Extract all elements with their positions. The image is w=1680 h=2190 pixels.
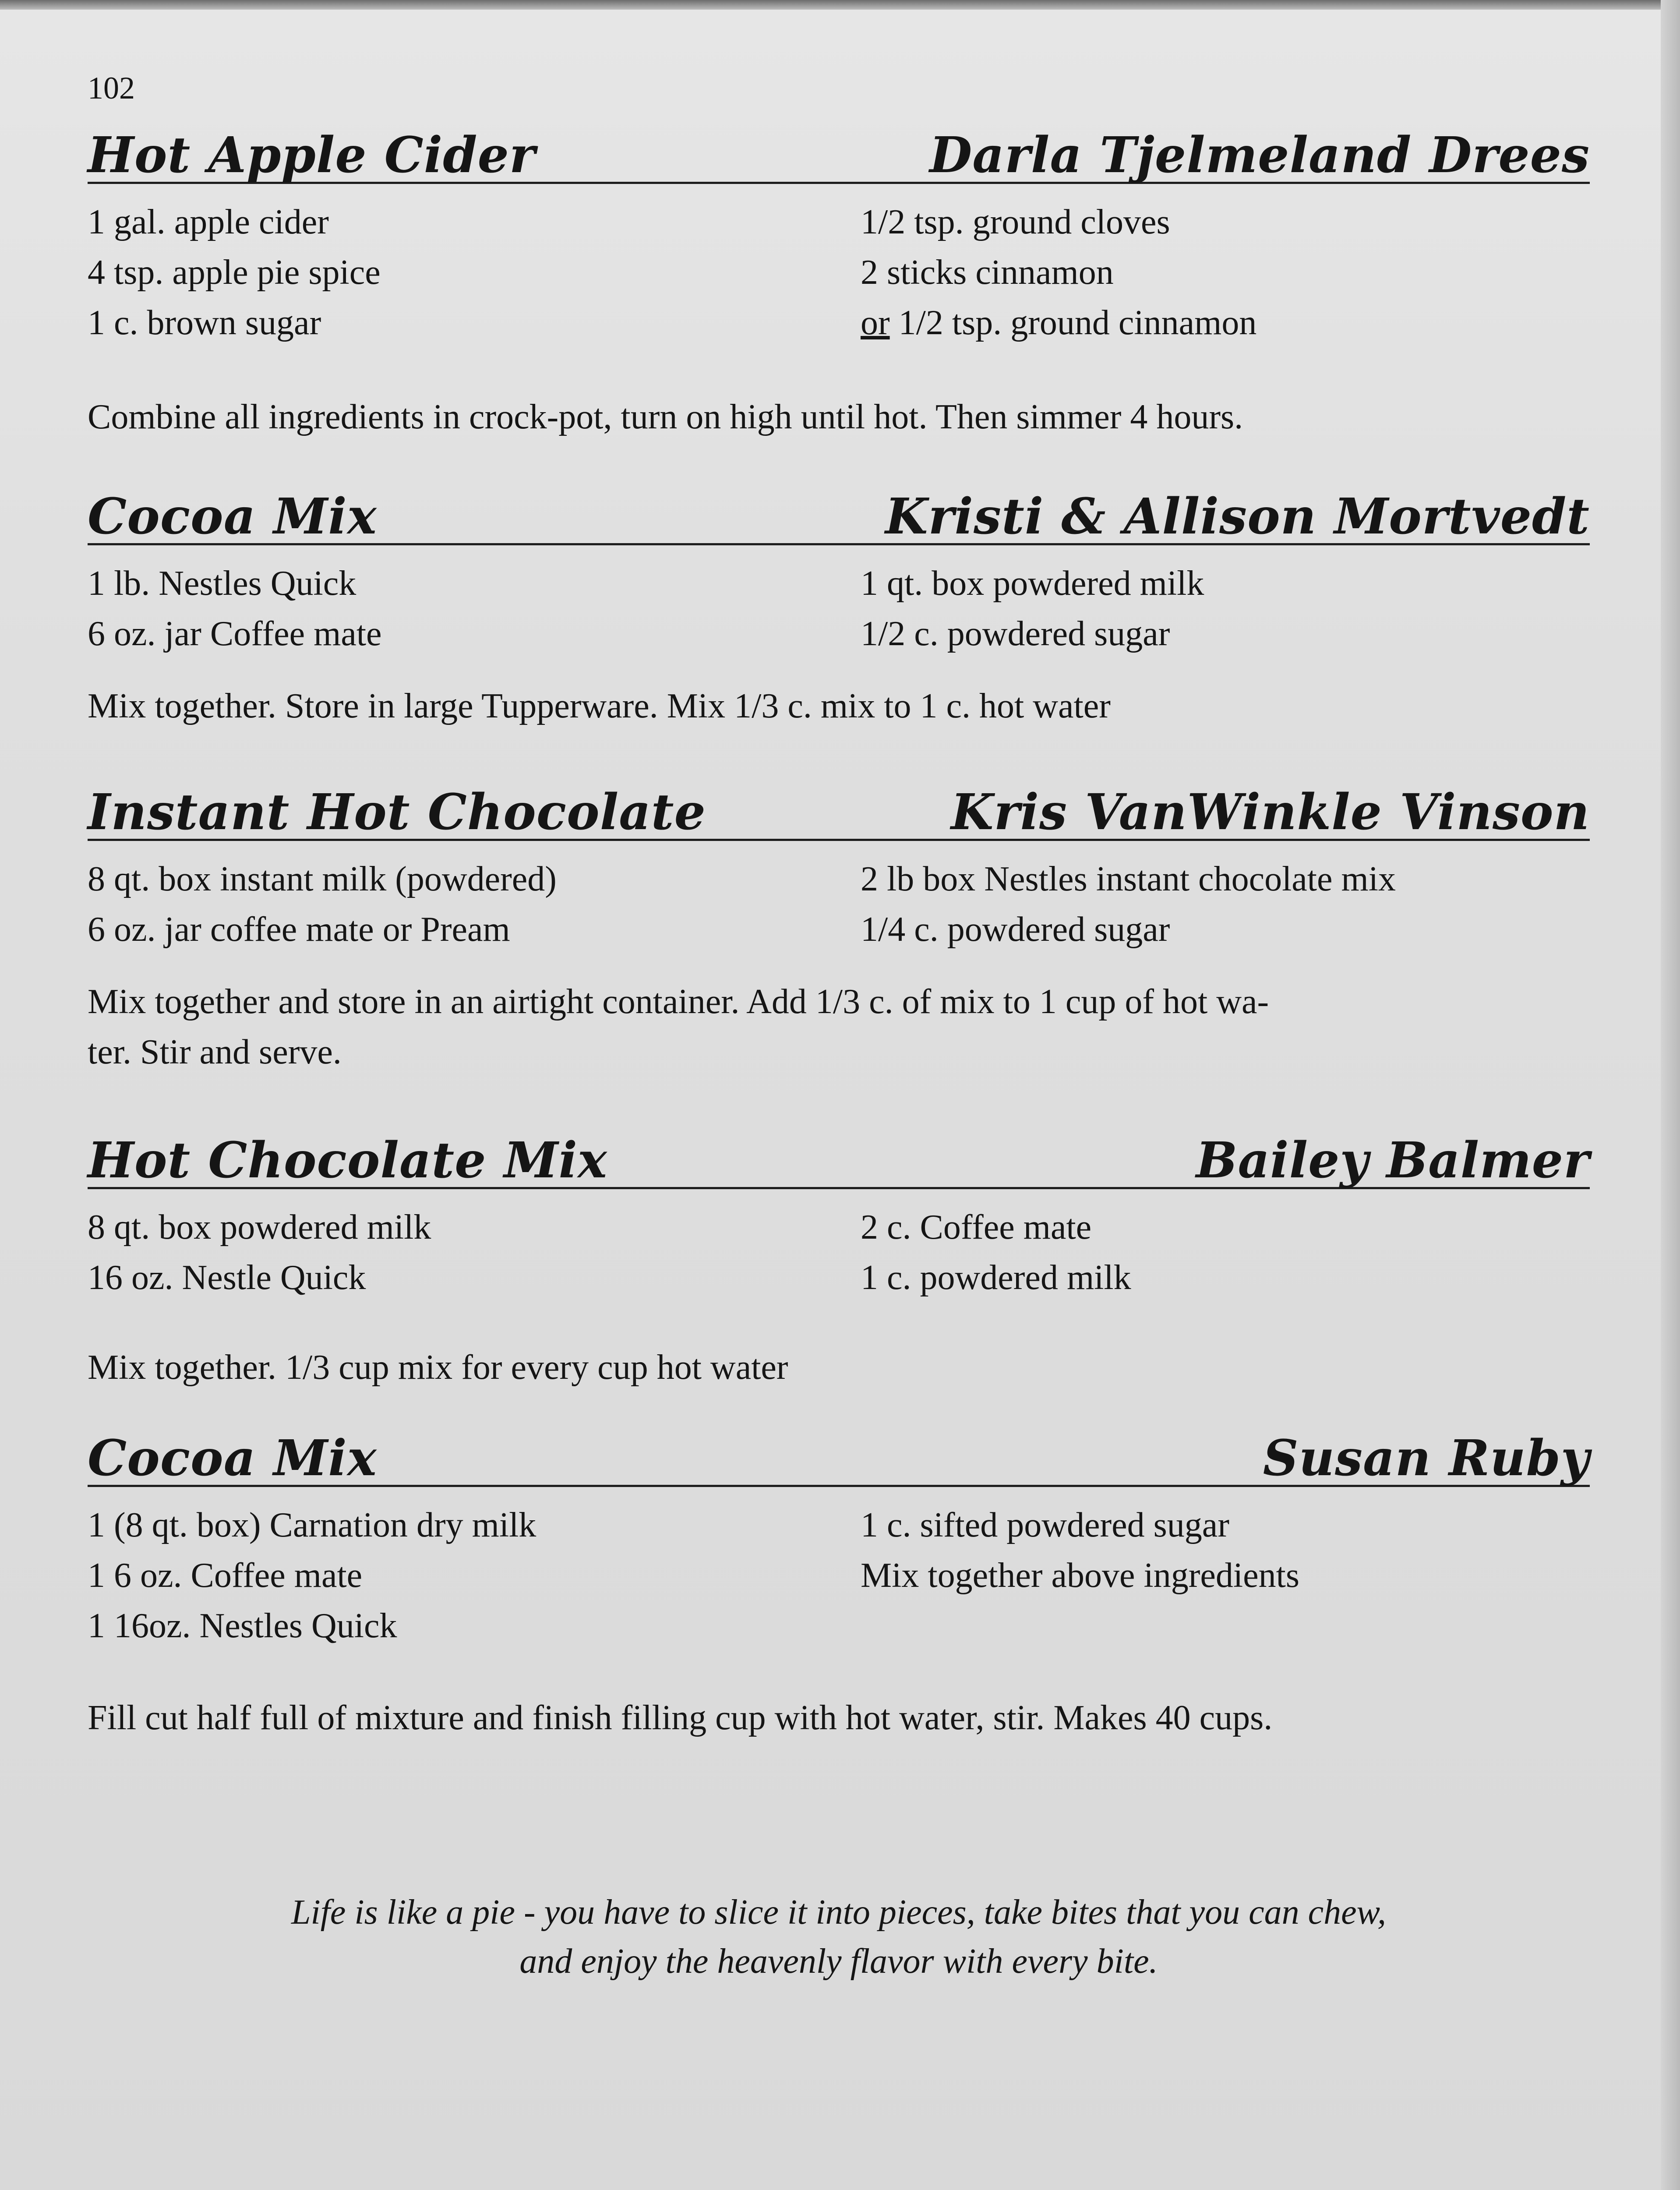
recipe-instructions: Fill cut half full of mixture and finish filling cup with hot water, stir. Makes 40 cups.	[88, 1699, 1273, 1737]
ingredient-item: 4 tsp. apple pie spice	[88, 253, 381, 292]
ingredient-column-right	[861, 854, 1396, 955]
ingredient-item: 1 (8 qt. box) Carnation dry milk	[88, 1506, 536, 1544]
ingredient-item: 6 oz. jar coffee mate or Pream	[88, 910, 510, 949]
recipe-header	[88, 118, 1590, 184]
recipe-author: Kris VanWinkle Vinson	[951, 784, 1590, 841]
recipe-title: Hot Chocolate Mix	[88, 1132, 607, 1189]
ingredient-item: Mix together above ingredients	[861, 1556, 1299, 1595]
ingredient-item: 1 16oz. Nestles Quick	[88, 1607, 397, 1645]
recipe-title: Hot Apple Cider	[88, 127, 536, 184]
ingredient-item: 1 lb. Nestles Quick	[88, 564, 356, 603]
recipe-author: Susan Ruby	[1263, 1430, 1590, 1487]
ingredient-item: 8 qt. box instant milk (powdered)	[88, 860, 557, 898]
ingredient-item: 1 6 oz. Coffee mate	[88, 1556, 363, 1595]
ingredient-column-left	[88, 1202, 431, 1303]
ingredient-item: 2 lb box Nestles instant chocolate mix	[861, 860, 1396, 898]
alternative-text: 1/2 tsp. ground cinnamon	[889, 304, 1257, 342]
recipe-author: Kristi & Allison Mortvedt	[885, 488, 1590, 545]
ingredient-column-left	[88, 558, 382, 659]
ingredient-item: 1 qt. box powdered milk	[861, 564, 1204, 603]
ingredient-item: 1 c. brown sugar	[88, 304, 321, 342]
quote-line: and enjoy the heavenly flavor with every bite.	[519, 1942, 1158, 1981]
ingredient-item: 6 oz. jar Coffee mate	[88, 615, 382, 653]
page-top-edge	[0, 0, 1680, 10]
ingredient-item: 1/2 c. powdered sugar	[861, 615, 1170, 653]
recipe-title: Cocoa Mix	[88, 1430, 377, 1487]
or-label: or	[861, 304, 890, 342]
ingredient-column-right	[861, 197, 1256, 348]
recipe-cocoa-mix-ruby	[88, 1421, 1590, 1780]
recipe-instructions	[88, 977, 1603, 1077]
quote-line: Life is like a pie - you have to slice it into pieces, take bites that you can chew,	[291, 1893, 1387, 1932]
ingredient-column-right	[861, 1202, 1131, 1303]
recipe-header	[88, 1421, 1590, 1487]
recipe-header	[88, 1123, 1590, 1189]
recipe-header	[88, 775, 1590, 841]
recipe-title: Cocoa Mix	[88, 488, 377, 545]
ingredient-item: 1 c. sifted powdered sugar	[861, 1506, 1229, 1544]
ingredient-item: 1/4 c. powdered sugar	[861, 910, 1170, 949]
ingredient-column-left	[88, 197, 381, 348]
closing-quote	[88, 1888, 1590, 1986]
recipe-instructions: Mix together. Store in large Tupperware. Mix 1/3 c. mix to 1 c. hot water	[88, 687, 1111, 725]
recipe-hot-chocolate-mix	[88, 1123, 1590, 1404]
recipe-author: Darla Tjelmeland Drees	[929, 127, 1590, 184]
ingredient-item: 2 c. Coffee mate	[861, 1208, 1092, 1247]
ingredient-item: 1 c. powdered milk	[861, 1258, 1131, 1297]
recipe-instant-hot-chocolate	[88, 775, 1590, 1117]
ingredient-column-left	[88, 854, 557, 955]
recipe-hot-apple-cider	[88, 118, 1590, 451]
recipe-header	[88, 480, 1590, 545]
ingredient-column-left	[88, 1500, 536, 1651]
recipe-author: Bailey Balmer	[1196, 1132, 1590, 1189]
ingredient-item-alternative	[861, 298, 1256, 348]
instruction-line: Mix together and store in an airtight container. Add 1/3 c. of mix to 1 cup of hot wa-	[88, 982, 1269, 1021]
recipe-cocoa-mix-mortvedt	[88, 480, 1590, 751]
ingredient-item: 1/2 tsp. ground cloves	[861, 203, 1170, 241]
ingredient-item: 16 oz. Nestle Quick	[88, 1258, 366, 1297]
recipe-instructions: Combine all ingredients in crock-pot, turn on high until hot. Then simmer 4 hours.	[88, 398, 1243, 436]
ingredient-column-right	[861, 1500, 1299, 1601]
recipe-title: Instant Hot Chocolate	[88, 784, 706, 841]
recipe-instructions: Mix together. 1/3 cup mix for every cup hot water	[88, 1348, 788, 1387]
ingredient-item: 1 gal. apple cider	[88, 203, 329, 241]
instruction-line: ter. Stir and serve.	[88, 1033, 342, 1071]
ingredient-item: 2 sticks cinnamon	[861, 253, 1114, 292]
page-right-edge	[1661, 0, 1680, 2190]
ingredient-column-right	[861, 558, 1204, 659]
ingredient-item: 8 qt. box powdered milk	[88, 1208, 431, 1247]
page-number: 102	[88, 71, 135, 106]
